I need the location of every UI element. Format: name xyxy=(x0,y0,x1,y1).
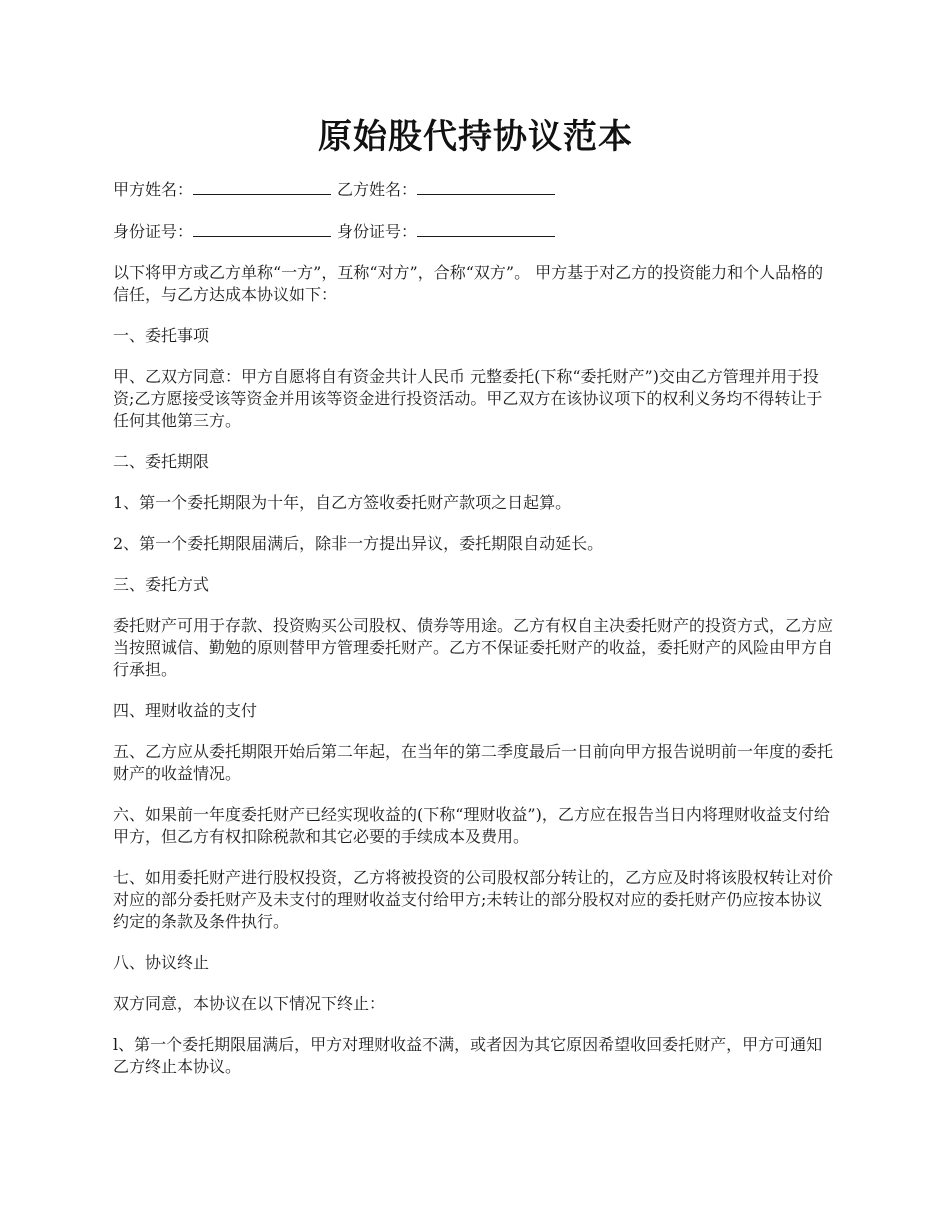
entrustment-paragraph: 甲、乙双方同意：甲方自愿将自有资金共计人民币 元整委托(下称“委托财产”)交由乙方管理并用于投资;乙方愿接受该等资金并用该等资金进行投资活动。甲乙双方在该协议项下的权利义务均不得转让于任何其他第三方。 xyxy=(113,367,823,430)
party-b-id-label: 身份证号： xyxy=(337,222,418,241)
preamble-paragraph: 以下将甲方或乙方单称“一方”，互称“对方”，合称“双方”。 甲方基于对乙方的投资能力和个人品格的信任，与乙方达成本协议如下： xyxy=(113,263,824,304)
termination-intro: 双方同意，本协议在以下情况下终止： xyxy=(113,994,386,1013)
party-b-id-blank xyxy=(417,220,555,237)
party-a-name-blank xyxy=(193,178,331,195)
section-heading-termination: 八、协议终止 xyxy=(113,953,210,972)
party-a-id-blank xyxy=(193,220,331,237)
payment-clause-5: 五、乙方应从委托期限开始后第二年起，在当年的第二季度最后一日前向甲方报告说明前一年度的委托财产的收益情况。 xyxy=(113,742,834,783)
payment-clause-7: 七、如用委托财产进行股权投资，乙方将被投资的公司股权部分转让的，乙方应及时将该股权转让对价对应的部分委托财产及未支付的理财收益支付给甲方;未转让的部分股权对应的委托财产仍应按本协议约定的条款及条件执行。 xyxy=(113,868,834,931)
party-a-id-label: 身份证号： xyxy=(113,222,194,241)
party-names-line xyxy=(113,178,838,201)
section-heading-payment: 四、理财收益的支付 xyxy=(113,701,258,720)
method-paragraph: 委托财产可用于存款、投资购买公司股权、债券等用途。乙方有权自主决委托财产的投资方式，乙方应当按照诚信、勤勉的原则替甲方管理委托财产。乙方不保证委托财产的收益，委托财产的风险由甲方自行承担。 xyxy=(113,616,834,679)
section-heading-entrustment: 一、委托事项 xyxy=(113,326,210,345)
party-b-name-blank xyxy=(417,178,555,195)
party-b-name-label: 乙方姓名： xyxy=(337,180,418,199)
term-clause-2: 2、第一个委托期限届满后，除非一方提出异议，委托期限自动延长。 xyxy=(113,534,604,553)
payment-clause-6: 六、如果前一年度委托财产已经实现收益的(下称“理财收益”)，乙方应在报告当日内将理财收益支付给甲方，但乙方有权扣除税款和其它必要的手续成本及费用。 xyxy=(113,805,830,846)
section-heading-method: 三、委托方式 xyxy=(113,575,210,594)
termination-clause-1: l、第一个委托期限届满后，甲方对理财收益不满，或者因为其它原因希望收回委托财产，甲方可通知乙方终止本协议。 xyxy=(113,1035,823,1076)
term-clause-1: 1、第一个委托期限为十年，自乙方签收委托财产款项之日起算。 xyxy=(113,493,572,512)
document-title: 原始股代持协议范本 xyxy=(318,117,633,157)
party-a-name-label: 甲方姓名： xyxy=(113,180,194,199)
id-numbers-line xyxy=(113,220,838,243)
section-heading-term: 二、委托期限 xyxy=(113,452,210,471)
